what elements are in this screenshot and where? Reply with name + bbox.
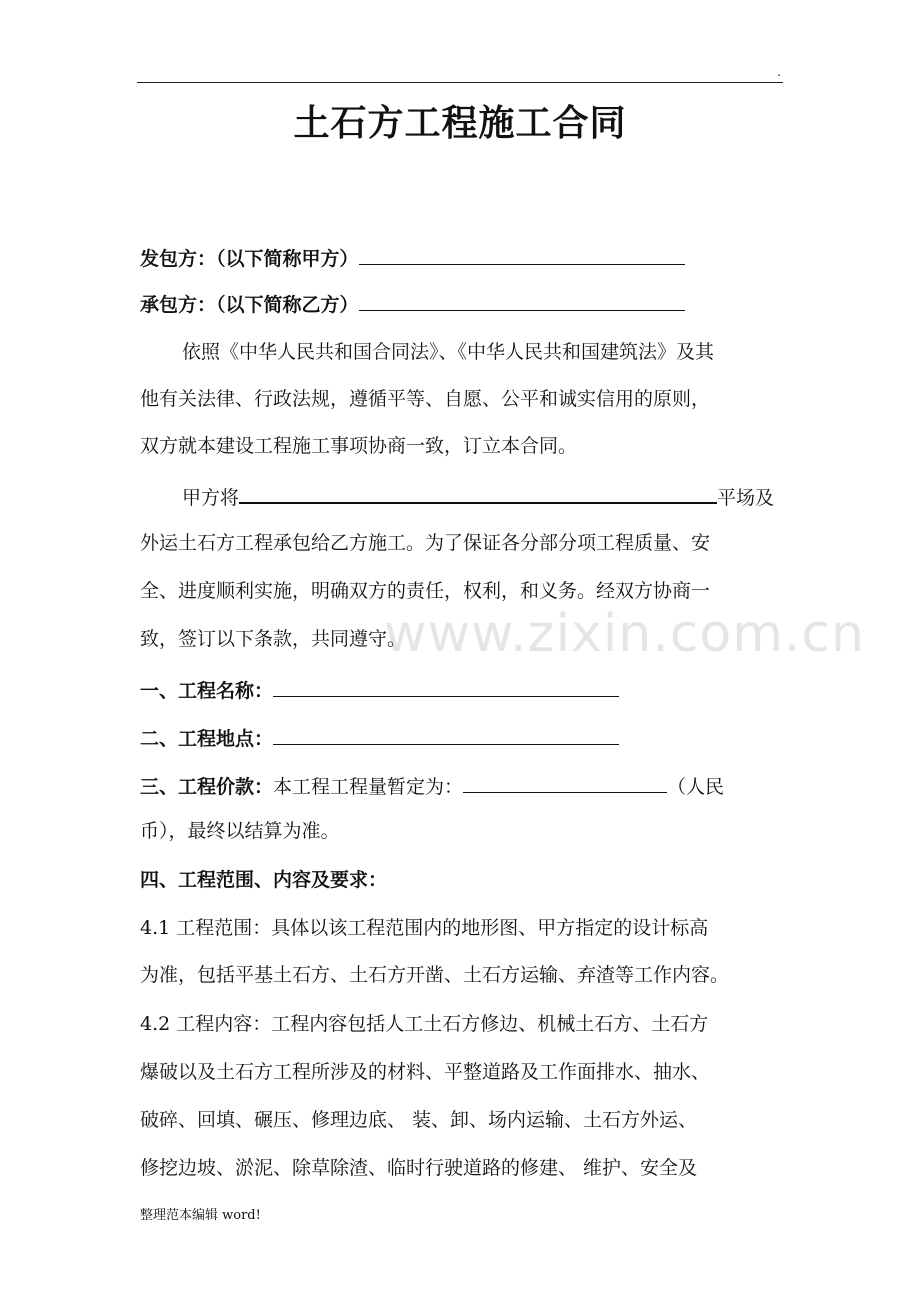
contract-end: 平场及 xyxy=(717,487,775,509)
section-4-1-line-2: 为准，包括平基土石方、土石方开凿、土石方运输、弃渣等工作内容。 xyxy=(140,964,730,986)
clause-3-text: 本工程工程量暂定为： xyxy=(273,776,464,798)
project-blank[interactable] xyxy=(239,472,717,504)
employer-line xyxy=(140,234,790,278)
clause-3-line-2: 币），最终以结算为准。 xyxy=(140,820,340,842)
contract-line-4: 致，签订以下条款，共同遵守。 xyxy=(140,628,407,650)
section-4-1-line-1: 4.1 工程范围：具体以该工程范围内的地形图、甲方指定的设计标高 xyxy=(140,917,709,939)
header-rule xyxy=(137,82,783,83)
contractor-label: 承包方：（以下简称乙方） xyxy=(140,294,359,316)
preamble-line-1: 依照《中华人民共和国合同法》、《中华人民共和国建筑法》及其 xyxy=(182,341,715,363)
contract-line-2: 外运土石方工程承包给乙方施工。为了保证各分部分项工程质量、安 xyxy=(140,532,711,554)
section-4-2-line-3: 破碎、回填、碾压、修理边底、 装、卸、场内运输、土石方外运、 xyxy=(140,1109,698,1131)
header-mark: . xyxy=(777,65,781,79)
contract-start: 甲方将 xyxy=(182,487,240,509)
clause-2-label: 二、工程地点： xyxy=(140,728,274,750)
document-title: 土石方工程施工合同 xyxy=(293,103,627,144)
section-4-2-line-4: 修挖边坡、淤泥、除草除渣、临时行驶道路的修建、 维护、安全及 xyxy=(140,1157,698,1179)
clause-1-label: 一、工程名称： xyxy=(140,680,274,702)
contract-line-3: 全、进度顺利实施，明确双方的责任，权利，和义务。经双方协商一 xyxy=(140,580,711,602)
preamble-line-3: 双方就本建设工程施工事项协商一致，订立本合同。 xyxy=(140,435,578,457)
clause-4-title: 四、工程范围、内容及要求： xyxy=(140,869,388,891)
clause-1 xyxy=(140,666,790,710)
clause-3 xyxy=(140,762,790,806)
section-4-2-line-1: 4.2 工程内容：工程内容包括人工土石方修边、机械土石方、土石方 xyxy=(140,1013,709,1035)
section-4-2-line-2: 爆破以及土石方工程所涉及的材料、平整道路及工作面排水、抽水、 xyxy=(140,1061,711,1083)
contractor-blank[interactable] xyxy=(359,280,685,311)
project-location-blank[interactable] xyxy=(273,714,619,745)
footer-note: 整理范本编辑 word! xyxy=(140,1208,261,1223)
clause-3-unit: （人民 xyxy=(667,776,725,798)
preamble-line-2: 他有关法律、行政法规，遵循平等、自愿、公平和诚实信用的原则， xyxy=(140,388,711,410)
employer-label: 发包方：（以下简称甲方） xyxy=(140,248,359,270)
clause-2 xyxy=(140,714,790,758)
employer-blank[interactable] xyxy=(359,234,685,265)
contract-line-1 xyxy=(140,472,832,516)
contractor-line xyxy=(140,280,790,324)
project-name-blank[interactable] xyxy=(273,666,619,697)
watermark: www.zixin.com.cn xyxy=(384,604,865,664)
clause-3-label: 三、工程价款： xyxy=(140,776,274,798)
quantity-blank[interactable] xyxy=(463,762,667,793)
